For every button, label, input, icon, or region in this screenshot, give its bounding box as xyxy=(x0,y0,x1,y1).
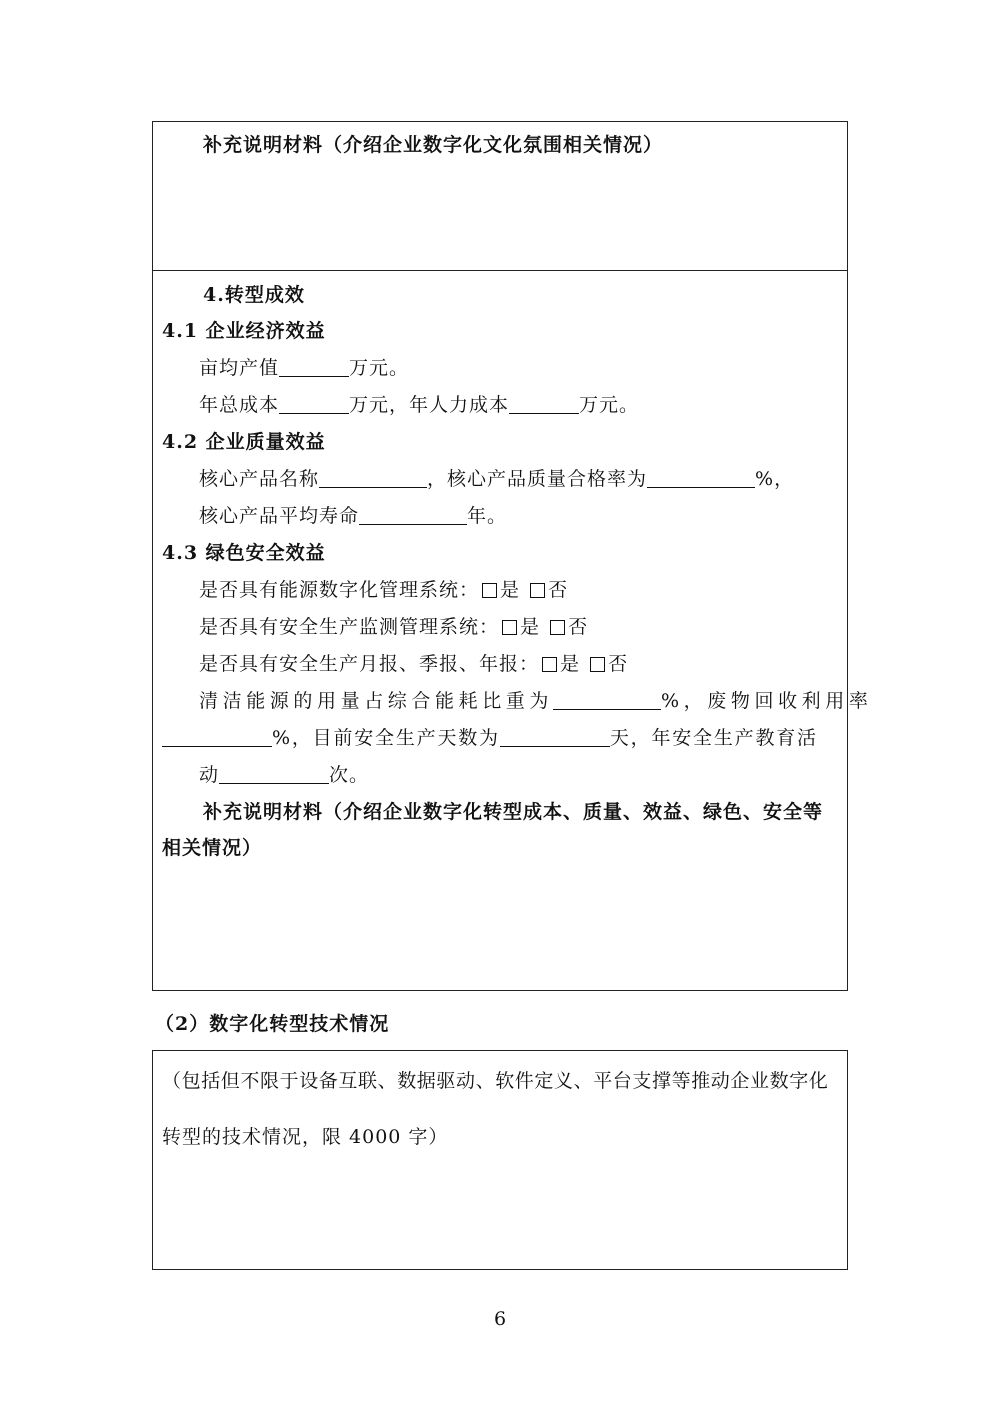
labor-cost-unit: 万元。 xyxy=(579,394,640,416)
safety-yes-checkbox[interactable] xyxy=(502,620,517,635)
culture-supplement-heading: 补充说明材料（介绍企业数字化文化氛围相关情况） xyxy=(203,134,664,156)
tech-section-heading: （2）数字化转型技术情况 xyxy=(155,1013,390,1035)
section-4-1-title: 4.1 企业经济效益 xyxy=(162,320,326,342)
mu-output-label: 亩均产值 xyxy=(199,357,280,379)
lifespan-line xyxy=(199,503,507,529)
safety-no-checkbox[interactable] xyxy=(550,620,565,635)
energy-yes-checkbox[interactable] xyxy=(482,583,497,598)
tech-description-line1: （包括但不限于设备互联、数据驱动、软件定义、平台支撑等推动企业数字化 xyxy=(162,1070,829,1092)
education-label: 天，年安全生产教育活 xyxy=(609,727,818,749)
education-unit: 次。 xyxy=(329,764,370,786)
safety-days-line xyxy=(162,725,818,751)
clean-energy-label: 清洁能源的用量占综合能耗比重为 xyxy=(199,690,554,712)
page-number: 6 xyxy=(494,1308,507,1330)
transformation-supplement-heading-cont: 相关情况） xyxy=(162,837,263,859)
report-no-checkbox[interactable] xyxy=(590,657,605,672)
safety-system-question xyxy=(199,614,588,640)
lifespan-field[interactable] xyxy=(359,504,467,525)
recycling-field[interactable] xyxy=(162,726,272,747)
energy-system-question xyxy=(199,577,568,603)
product-line xyxy=(199,466,794,492)
pass-rate-label: ，核心产品质量合格率为 xyxy=(427,468,648,490)
product-name-label: 核心产品名称 xyxy=(199,468,320,490)
mu-output-line xyxy=(199,355,409,381)
education-line xyxy=(199,762,369,788)
product-name-field[interactable] xyxy=(319,467,427,488)
mu-output-field[interactable] xyxy=(279,356,349,377)
energy-system-label: 是否具有能源数字化管理系统： xyxy=(199,579,480,601)
clean-energy-field[interactable] xyxy=(553,689,661,710)
total-cost-field[interactable] xyxy=(279,393,349,414)
section-4-3-title: 4.3 绿色安全效益 xyxy=(162,542,326,564)
report-yes-checkbox[interactable] xyxy=(542,657,557,672)
energy-no-checkbox[interactable] xyxy=(530,583,545,598)
safety-report-question xyxy=(199,651,628,677)
no-label: 否 xyxy=(568,616,589,638)
safety-days-label: %，目前安全生产天数为 xyxy=(272,727,500,749)
section-4-title: 4.转型成效 xyxy=(203,284,305,306)
lifespan-unit: 年。 xyxy=(467,505,508,527)
education-label-cont: 动 xyxy=(199,764,220,786)
table-divider xyxy=(153,270,847,271)
cost-line xyxy=(199,392,639,418)
total-cost-label: 年总成本 xyxy=(199,394,280,416)
clean-energy-line xyxy=(199,688,872,714)
no-label: 否 xyxy=(608,653,629,675)
yes-label: 是 xyxy=(520,616,541,638)
pass-rate-field[interactable] xyxy=(647,467,755,488)
lifespan-label: 核心产品平均寿命 xyxy=(199,505,360,527)
mu-output-unit: 万元。 xyxy=(349,357,410,379)
labor-cost-field[interactable] xyxy=(509,393,579,414)
section-4-2-title: 4.2 企业质量效益 xyxy=(162,431,326,453)
no-label: 否 xyxy=(548,579,569,601)
safety-report-label: 是否具有安全生产月报、季报、年报： xyxy=(199,653,540,675)
tech-description-line2: 转型的技术情况，限 4000 字） xyxy=(162,1126,449,1148)
recycling-label: %，废物回收利用率 xyxy=(661,690,873,712)
yes-label: 是 xyxy=(560,653,581,675)
yes-label: 是 xyxy=(500,579,521,601)
education-field[interactable] xyxy=(219,763,329,784)
safety-days-field[interactable] xyxy=(500,726,610,747)
pass-rate-unit: %， xyxy=(755,468,795,490)
labor-cost-label: 万元，年人力成本 xyxy=(349,394,510,416)
safety-system-label: 是否具有安全生产监测管理系统： xyxy=(199,616,500,638)
transformation-supplement-heading: 补充说明材料（介绍企业数字化转型成本、质量、效益、绿色、安全等 xyxy=(203,801,824,823)
